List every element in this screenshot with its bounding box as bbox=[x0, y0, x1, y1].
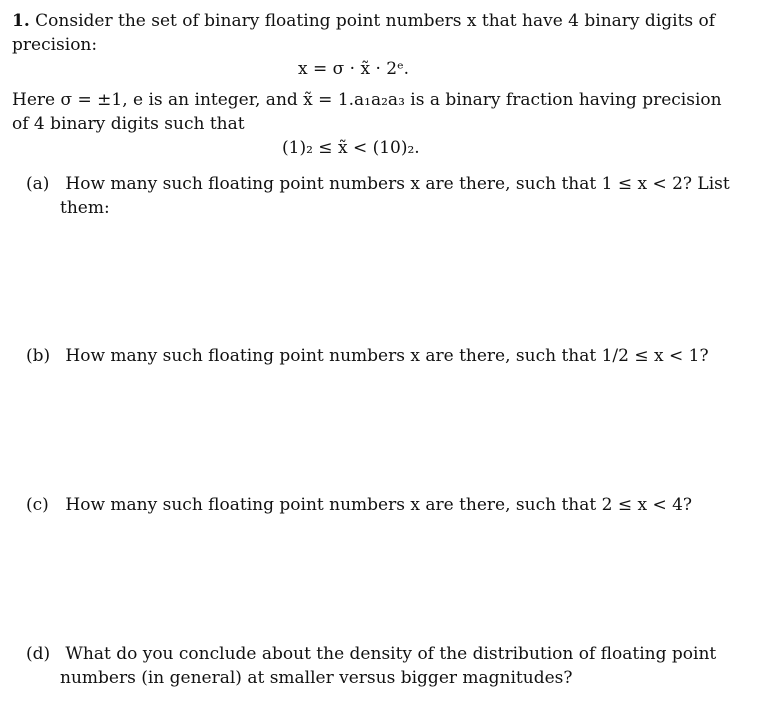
part-d-label: (d) bbox=[26, 644, 51, 664]
problem-intro-line-2: precision: bbox=[12, 35, 98, 55]
part-d-line-2: numbers (in general) at smaller versus bigger magnitudes? bbox=[60, 668, 573, 688]
part-c-line-1 bbox=[26, 494, 692, 516]
equation-mantissa-range: (1)₂ ≤ x̃ < (10)₂. bbox=[282, 138, 420, 158]
definition-line-1: Here σ = ±1, e is an integer, and x̃ = 1.a₁a₂a₃ is a binary fraction having precision bbox=[12, 90, 722, 110]
part-b-label: (b) bbox=[26, 346, 51, 366]
problem-intro-line-1 bbox=[12, 10, 715, 32]
part-a-label: (a) bbox=[26, 174, 50, 194]
definition-line-2: of 4 binary digits such that bbox=[12, 114, 245, 134]
part-a-line-1 bbox=[26, 173, 730, 195]
part-c-label: (c) bbox=[26, 495, 49, 515]
part-a-question: How many such floating point numbers x are there, such that 1 ≤ x < 2? List bbox=[65, 174, 730, 194]
problem-intro-text: Consider the set of binary floating point numbers x that have 4 binary digits of bbox=[35, 11, 716, 31]
part-d-line-1 bbox=[26, 643, 716, 665]
equation-floating-point-form: x = σ · x̃ · 2ᵉ. bbox=[298, 59, 410, 79]
problem-number: 1. bbox=[12, 11, 30, 31]
part-d-question: What do you conclude about the density of the distribution of floating point bbox=[65, 644, 717, 664]
part-a-line-2: them: bbox=[60, 198, 110, 218]
part-b-question: How many such floating point numbers x are there, such that 1/2 ≤ x < 1? bbox=[65, 346, 709, 366]
part-b-line-1 bbox=[26, 345, 709, 367]
part-c-question: How many such floating point numbers x are there, such that 2 ≤ x < 4? bbox=[65, 495, 693, 515]
